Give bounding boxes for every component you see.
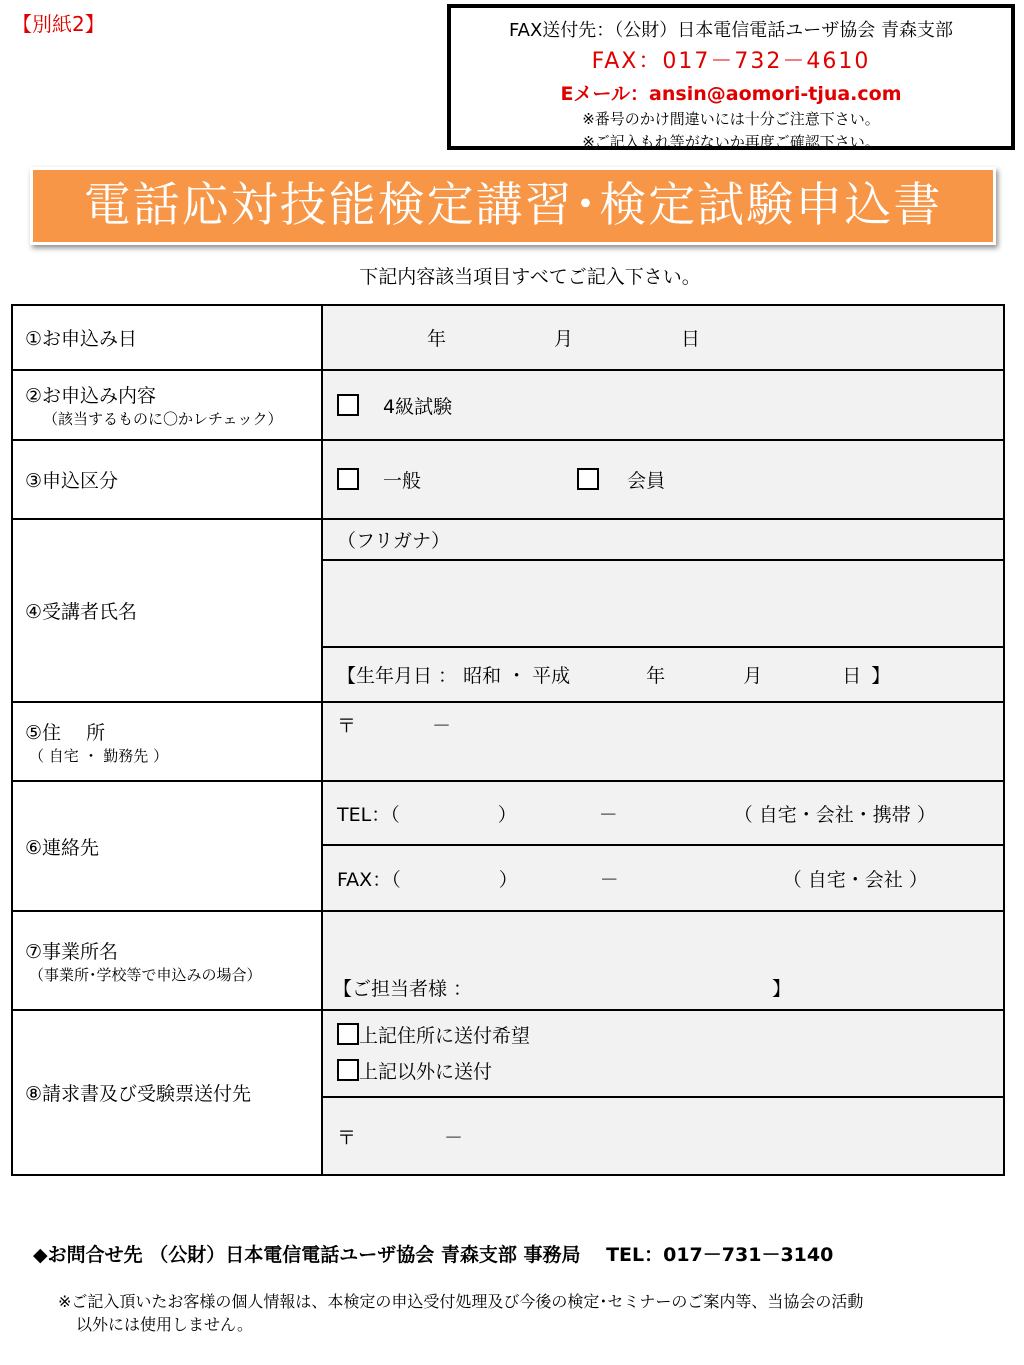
field-birthdate[interactable] [322,647,1004,702]
send-postal-mark: 〒 [337,1126,357,1149]
label-address [12,702,322,781]
row-name-furigana [12,519,1004,560]
birthdate-open: 【生年月日 ： 昭和 ・ 平成 [337,665,571,687]
privacy-note-line1: ※ご記入頂いたお客様の個人情報は、本検定の申込受付処理及び今後の検定･セミナーのご案内等、当協会の活動 [58,1292,864,1311]
contact-person-open: 【ご担当者様 ： [333,978,473,1000]
checkbox-send-above[interactable] [337,1023,359,1045]
annex-label: 【別紙2】 [12,12,105,36]
row-address [12,702,1004,781]
email-address: Eメール：ansin@aomori-tjua.com [560,83,902,105]
postal-dash: － [432,715,452,737]
label-office [12,911,322,1010]
birth-day-label: 日 [842,665,862,687]
birth-year-label: 年 [646,665,666,687]
month-label: 月 [554,328,574,350]
fax-note-1: ※番号のかけ間違いには十分ご注意下さい。 [582,110,880,128]
field-tel[interactable] [322,781,1004,845]
row-category [12,440,1004,519]
tel-label: TEL：（ [337,803,400,826]
option-send-other: 上記以外に送付 [359,1060,493,1083]
label-application-content [12,370,322,440]
label-contact: ⑥連絡先 [12,781,322,911]
label-application-date: ①お申込み日 [12,305,322,370]
field-send-address[interactable] [322,1097,1004,1175]
row-tel [12,781,1004,845]
checkbox-level4[interactable] [337,394,359,416]
option-send-above: 上記住所に送付希望 [359,1024,531,1047]
application-form [11,304,1005,1176]
contact-person-close: 】 [772,978,792,1000]
option-general: 一般 [383,470,422,492]
tel-type: （ 自宅・会社・携帯 ） [733,803,936,826]
tel-dash: － [598,803,618,826]
fax-type: （ 自宅・会社 ） [782,868,928,891]
checkbox-send-other[interactable] [337,1059,359,1081]
year-label: 年 [427,328,447,350]
label-application-content-sub: （該当するものに〇かレチェック） [43,410,283,428]
privacy-note [58,1290,998,1336]
label-office-sub: （事業所･学校等で申込みの場合） [29,965,262,984]
birth-month-label: 月 [743,665,763,687]
postal-mark: 〒 [337,715,357,737]
inquiry-contact: ◆お問合せ先 （公財）日本電信電話ユーザ協会 青森支部 事務局 TEL：017－731－3140 [33,1244,834,1266]
row-office [12,911,1004,1010]
field-participant-name[interactable] [322,560,1004,647]
birthdate-close: 】 [871,665,891,687]
field-category [322,440,1004,519]
row-application-date [12,305,1004,370]
field-application-date[interactable] [322,305,1004,370]
label-category: ③申込区分 [12,440,322,519]
send-postal-dash: － [444,1126,464,1149]
fax-label: FAX：（ [337,868,401,891]
fax-destination: FAX送付先：（公財）日本電信電話ユーザ協会 青森支部 [508,20,954,41]
instruction-text: 下記内容該当項目すべてご記入下さい。 [359,266,701,288]
field-furigana[interactable] [322,519,1004,560]
furigana-label: （フリガナ） [337,530,451,552]
row-send-options [12,1010,1004,1097]
checkbox-general[interactable] [337,468,359,490]
page-title: 電話応対技能検定講習･検定試験申込書 [30,167,996,245]
option-level4: 4級試験 [383,395,453,418]
label-office-main: ⑦事業所名 [25,940,119,963]
tel-paren-close: ） [497,803,517,826]
checkbox-member[interactable] [577,468,599,490]
label-send-destination: ⑧請求書及び受験票送付先 [12,1010,322,1175]
label-address-sub: （ 自宅 ・ 勤務先 ） [29,746,169,765]
field-fax[interactable] [322,845,1004,911]
field-office[interactable] [322,911,1004,1010]
field-send-options [322,1010,1004,1097]
fax-number: FAX：017－732－4610 [591,49,871,74]
fax-dash: － [599,868,619,891]
field-address[interactable] [322,702,1004,781]
label-application-content-main: ②お申込み内容 [25,385,157,407]
day-label: 日 [681,328,701,350]
option-member: 会員 [627,470,666,492]
privacy-note-line2: 以外には使用しません。 [76,1315,253,1334]
fax-info-box [447,4,1015,150]
label-address-main: ⑤住 所 [25,721,106,744]
row-application-content [12,370,1004,440]
fax-paren-close: ） [498,868,518,891]
field-application-content [322,370,1004,440]
fax-note-2: ※ご記入もれ等がないか再度ご確認下さい。 [582,133,880,151]
label-participant-name: ④受講者氏名 [12,519,322,702]
